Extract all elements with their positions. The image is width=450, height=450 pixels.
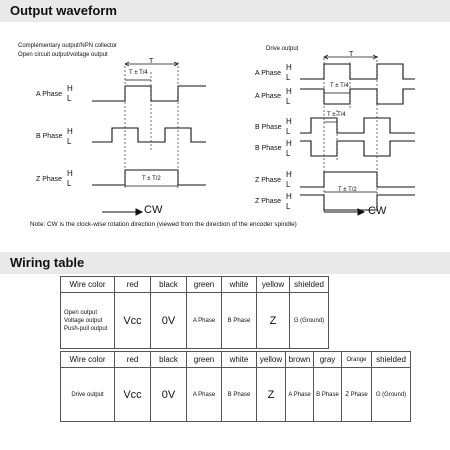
left-a-low: L (67, 94, 72, 103)
right-a-phase-label: A Phase (255, 70, 282, 77)
section-title: Output waveform (10, 3, 117, 18)
header-yellow: yellow (257, 352, 286, 368)
left-z-phase-label: Z Phase (36, 176, 63, 183)
right-a-phase-label-2: A Phase (255, 93, 282, 100)
wiring-table-header (0, 252, 450, 274)
row-label-voltage: Voltage output (64, 317, 103, 324)
cell-a-phase: A Phase (187, 293, 222, 349)
right-cw-label: CW (368, 205, 387, 217)
cell-0v: 0V (151, 293, 187, 349)
cell-vcc: Vcc (115, 293, 151, 349)
right-z-low: L (286, 180, 291, 189)
row-label-open: Open output (64, 309, 98, 316)
left-period-label: T (149, 58, 154, 65)
right-b-phase-label-2: B Phase (255, 145, 282, 152)
left-caption-1: Complementary output/NPN collector (18, 43, 118, 49)
right-period-label: T (349, 51, 354, 58)
right-a-low: L (286, 73, 291, 82)
cell-b-phase: B Phase (222, 368, 257, 422)
header-red: red (115, 277, 151, 293)
left-z-low: L (67, 179, 72, 188)
right-z2-high: H (286, 192, 292, 201)
left-z-waveform (92, 170, 206, 185)
right-a-high: H (286, 63, 292, 72)
left-b-phase-label: B Phase (36, 133, 63, 140)
waveform-note: Note: CW is the clock-wise rotation direction (viewed from the direction of the encoder spindle) (30, 221, 297, 228)
right-caption: Drive output (266, 46, 299, 52)
right-quarter-label-2: T ± T/4 (327, 112, 346, 118)
left-b-waveform (92, 128, 206, 142)
wiring-table-2 (60, 351, 411, 422)
right-a2-high: H (286, 87, 292, 96)
cell-b-phase-inverted: B Phase (314, 368, 342, 422)
right-z2-low: L (286, 202, 291, 211)
right-z-high: H (286, 170, 292, 179)
right-z-waveform (300, 172, 415, 187)
left-cw-label: CW (144, 204, 163, 216)
right-z-width-label: T ± T/2 (338, 187, 357, 193)
header-white: white (222, 277, 257, 293)
right-a2-low: L (286, 97, 291, 106)
header-orange: Orange (342, 352, 372, 368)
cell-z: Z (257, 293, 290, 349)
cell-0v: 0V (151, 368, 187, 422)
header-white: white (222, 352, 257, 368)
wiring-table-1 (60, 276, 329, 349)
right-z-phase-label-2: Z Phase (255, 198, 282, 205)
left-a-waveform (92, 86, 206, 101)
cell-ground: G (Ground) (372, 368, 411, 422)
right-b-low: L (286, 127, 291, 136)
cell-z-phase-inverted: Z Phase (342, 368, 372, 422)
header-red: red (115, 352, 151, 368)
header-yellow: yellow (257, 277, 290, 293)
cell-a-phase-inverted: A Phase (286, 368, 314, 422)
header-wire-color: Wire color (61, 277, 115, 293)
right-a-waveform (300, 64, 415, 79)
left-b-low: L (67, 137, 72, 146)
header-shielded: shielded (372, 352, 411, 368)
right-quarter-label: T ± T/4 (330, 83, 349, 89)
row-label-pushpull: Push-pull output (64, 325, 108, 332)
left-b-high: H (67, 127, 73, 136)
left-caption-2: Open circuit output/voltage output (18, 52, 108, 58)
cell-b-phase: B Phase (222, 293, 257, 349)
right-b-high: H (286, 117, 292, 126)
header-green: green (187, 277, 222, 293)
left-quarter-label: T ± T/4 (129, 70, 148, 76)
header-black: black (151, 277, 187, 293)
header-gray: gray (314, 352, 342, 368)
right-b-inverted-waveform (300, 141, 415, 156)
header-black: black (151, 352, 187, 368)
cell-vcc: Vcc (115, 368, 151, 422)
cell-a-phase: A Phase (187, 368, 222, 422)
right-b2-low: L (286, 149, 291, 158)
left-a-phase-label: A Phase (36, 91, 63, 98)
right-z-phase-label: Z Phase (255, 177, 282, 184)
row-label-drive: Drive output (61, 368, 115, 422)
right-b-phase-label: B Phase (255, 124, 282, 131)
right-z-inverted-waveform (300, 195, 415, 210)
header-green: green (187, 352, 222, 368)
cell-ground: G (Ground) (290, 293, 329, 349)
section-title-wiring: Wiring table (10, 255, 85, 270)
header-shielded: shielded (290, 277, 329, 293)
right-b2-high: H (286, 139, 292, 148)
right-a-inverted-waveform (300, 89, 415, 104)
header-brown: brown (286, 352, 314, 368)
header-wire-color: Wire color (61, 352, 115, 368)
left-z-width-label: T ± T/2 (142, 176, 161, 182)
left-z-high: H (67, 169, 73, 178)
left-a-high: H (67, 84, 73, 93)
cell-z: Z (257, 368, 286, 422)
row-label-cell (61, 293, 115, 349)
right-b-waveform (300, 118, 415, 133)
